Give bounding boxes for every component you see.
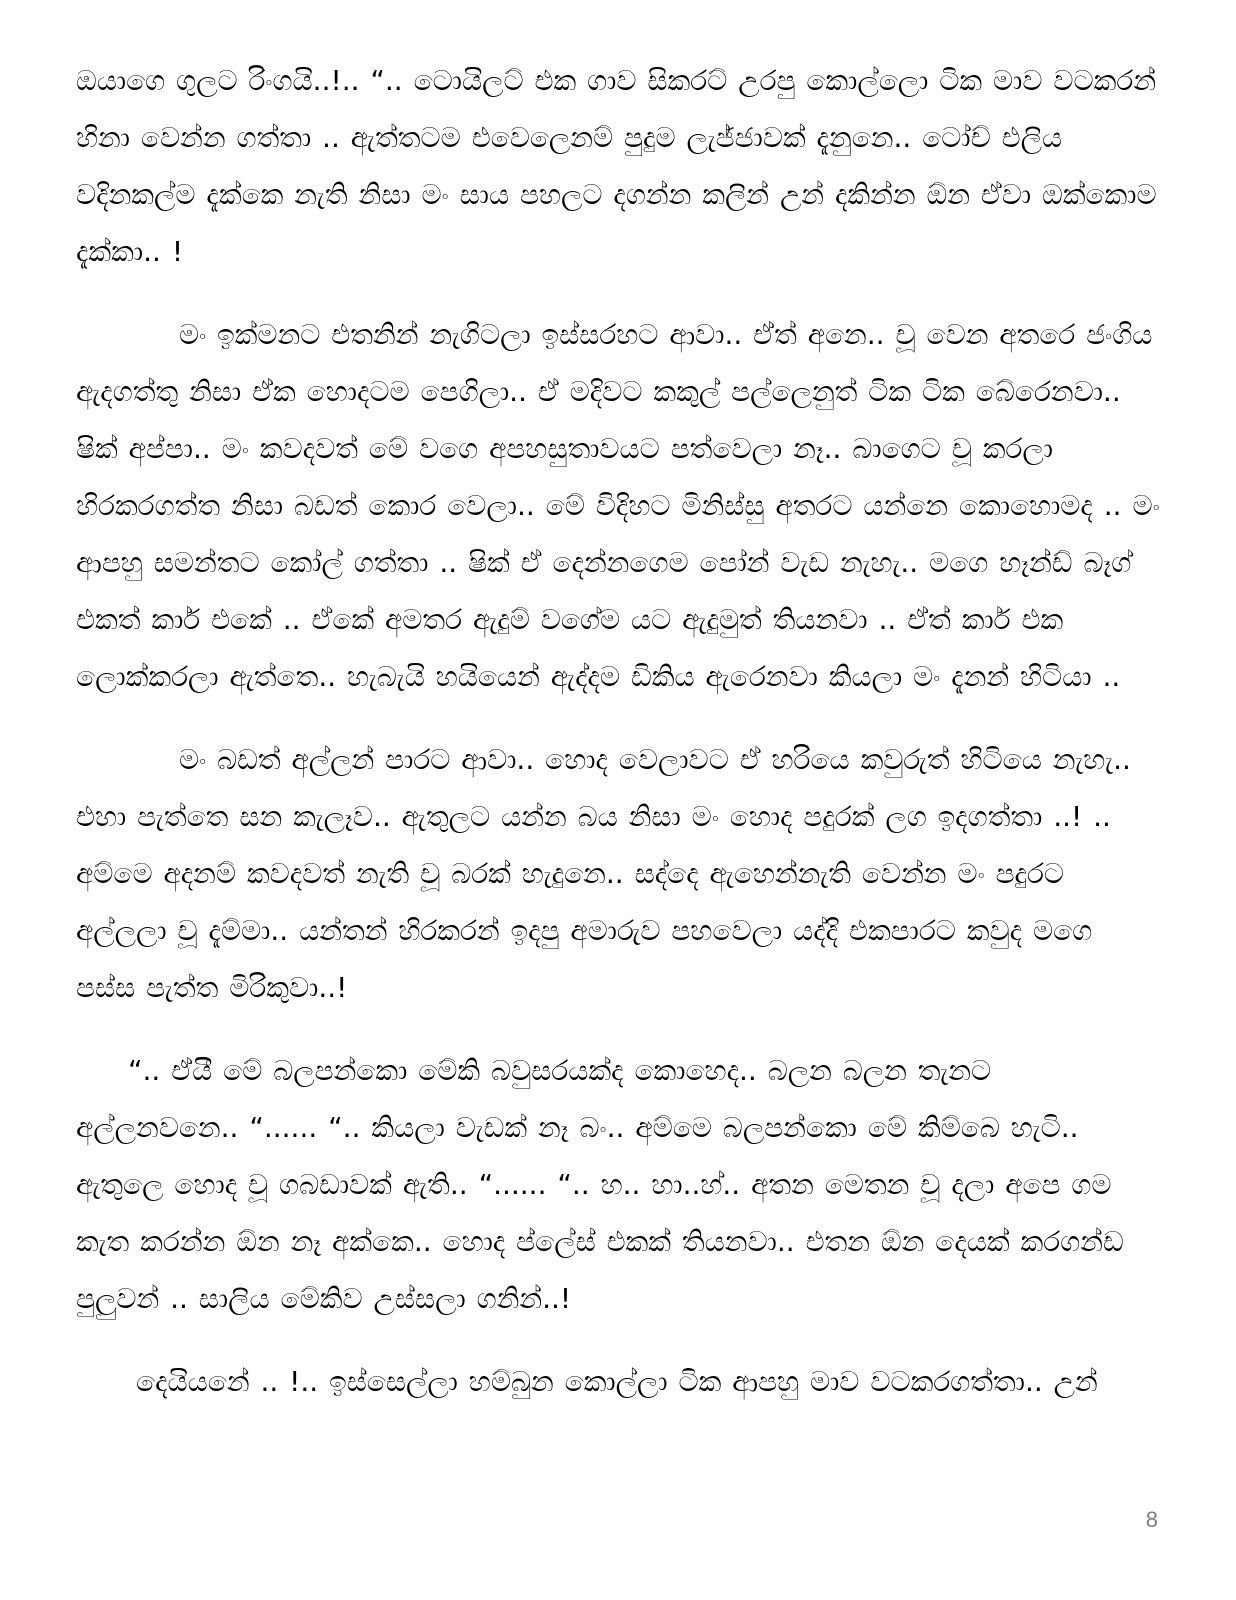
paragraph-4-dialogue: “.. ඒයී මේ බලපන්කො මේකි බවුසරයක්ද කොහෙද.. බලන බලන තැනට අල්ලනවනෙ.. “...... “.. කියලා වැඩක් නෑ බං.. අම්මෙ බලපන්කො මේ කිම්බෙ හැටි.. ඇතුලෙ හොද චූ ගබඩාවක් ඇති.. “...... “.. හ.. හා..හ්.. අතන මෙතන චූ දලා අපෙ ගම කැත කරන්න ඕන නෑ අක්කෙ.. හොද ප්ලේස් එකක් තියනවා.. එතන ඕන දෙයක් කරගන්ඩ පුලුවන් .. සාලිය මේකිව උස්සලා ගනින්..! — [76, 1054, 1124, 1315]
paragraph-5: දෙයියනේ .. !.. ඉස්සෙල්ලා හම්බුන කොල්ලා ටික ආපහු මාව වටකරගත්තා.. උන් — [136, 1365, 1098, 1398]
page-number: 8 — [1145, 1507, 1158, 1532]
paragraph-1: ඔයාගෙ ගුලට රිංගයි..!.. “.. ටොයිලට් එක ගාව සිකරට් උරපු කොල්ලො ටික මාව වටකරන් හිනා වෙන්න ගත්තා .. ඇත්තටම එවෙලෙනම් පුදුම ලැජ්ජාවක් දැනුනෙ.. ටෝච් එලිය වදිනකල්ම දැක්කෙ නැති නිසා මං සාය පහලට දගන්න කලින් උන් දකින්න ඕන ඒවා ඔක්කොම දැක්කා.. ! — [76, 64, 1157, 268]
paragraph-3: මං බඩත් අල්ලන් පාරට ආවා.. හොද වෙලාවට ඒ හරියෙ කවුරුත් හිටියෙ නැහැ.. එහා පැත්තෙ සන කැලෑව.. ඇතුලට යන්න බය නිසා මං හොද පදුරක් ලග ඉදගත්තා ..! .. අම්මෙ අදනම් කවදවත් නැති චූ බරක් හැදුනෙ.. සද්දෙ ඇහෙන්නැති වෙන්න මං පදුරට අල්ලලා චූ දැම්මා.. යන්තන් හිරකරන් ඉදපු අමාරුව පහවෙලා යද්දි එකපාරට කවුද මගෙ පස්ස පැත්ත මිරිකුවා..! — [76, 743, 1131, 1004]
story-text-body — [76, 52, 1162, 1410]
paragraph-2: මං ඉක්මනට එතනින් නැගිටලා ඉස්සරහට ආවා.. ඒත් අනෙ.. චූ වෙන අතරෙ ජංගිය ඇදගත්තු නිසා ඒක හොදටම පෙගිලා.. ඒ මදිවට කකුල් පල්ලෙනුත් ටික ටික බේරෙනවා.. ෂික් අප්පා.. මං කවදවත් මේ වගෙ අපහසුතාවයට පත්වෙලා නෑ.. බාගෙට චූ කරලා හිරකරගත්ත නිසා බඩත් කොර වෙලා.. මේ විදිහට මිනිස්සු අතරට යන්නෙ කොහොමද .. මං ආපහු සමන්තට කෝල් ගත්තා .. ෂික් ඒ දෙන්නගෙම පෝන් වැඩ නැහැ.. මගෙ හෑන්ඩ් බෑග් එකත් කාර් එකේ .. ඒකේ අමතර ඇදුම් වගේම යට ඇදුමුත් තියනවා .. ඒත් කාර් එක ලොක්කරලා ඇත්තෙ.. හැබැයි හයියෙන් ඇද්දම ඩිකිය ඇරෙනවා කියලා මං දැනන් හිටියා .. — [76, 318, 1160, 693]
